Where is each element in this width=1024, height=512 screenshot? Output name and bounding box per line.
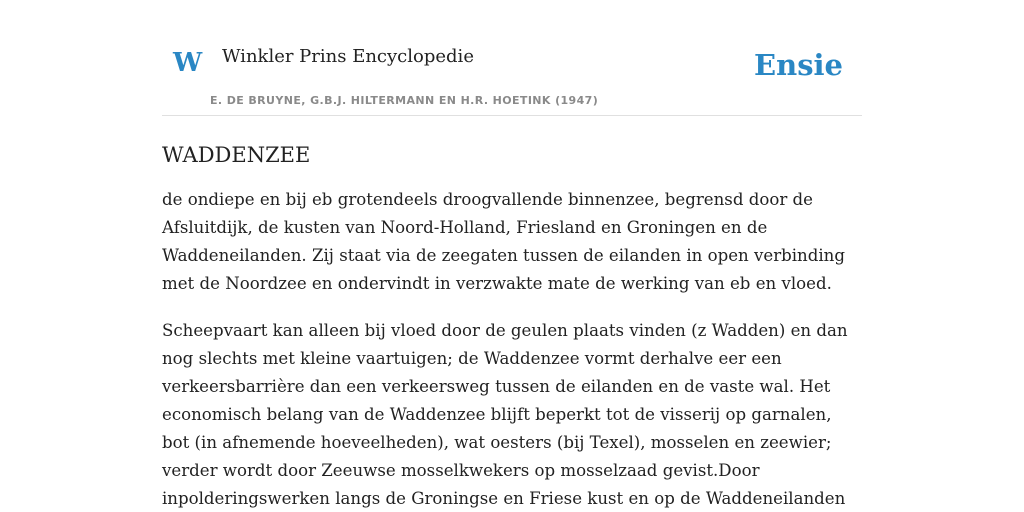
article-title: WADDENZEE (162, 143, 311, 167)
article-paragraph: de ondiepe en bij eb grotendeels droogvallende binnenzee, begrensd door de Afsluitdijk, de kusten van Noord-Holland, Friesland en Groningen en de Waddeneilanden. Zij staat via de zeegaten tussen de eilanden in open verbinding met de Noordzee en ondervindt in verzwakte mate de werking van eb en vloed. (162, 190, 845, 293)
brand-logo[interactable]: Ensie (754, 48, 843, 82)
publication-logo[interactable]: W (173, 48, 203, 78)
article (162, 140, 862, 512)
publication-header (162, 0, 862, 116)
article-paragraph: Scheepvaart kan alleen bij vloed door de geulen plaats vinden (z Wadden) en dan nog slechts met kleine vaartuigen; de Waddenzee vormt derhalve eer een verkeersbarrière dan een verkeersweg tussen de eilanden en de vaste wal. Het economisch belang van de Waddenzee blijft beperkt tot de visserij op garnalen, bot (in afnemende hoeveelheden), wat oesters (bij Texel), mosselen en zeewier; verder wordt door Zeeuwse mosselkwekers op mosselzaad gevist.Door inpolderingswerken langs de Groningse en Friese kust en op de Waddeneilanden (162, 321, 848, 508)
publication-title[interactable]: Winkler Prins Encyclopedie (222, 46, 474, 67)
publication-authors: E. DE BRUYNE, G.B.J. HILTERMANN EN H.R. HOETINK (1947) (210, 94, 599, 107)
